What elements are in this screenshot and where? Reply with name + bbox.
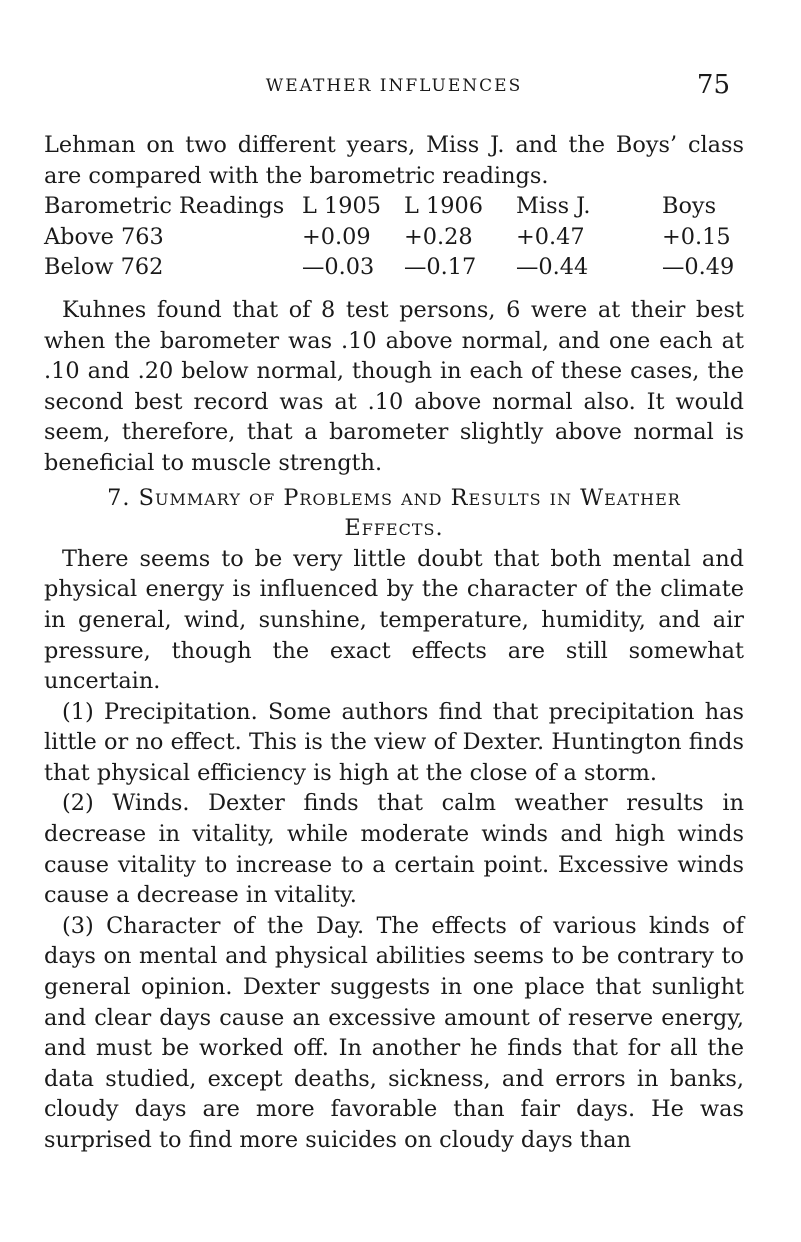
table-row: [44, 252, 741, 283]
column-header: L 1906: [404, 193, 483, 220]
body-text: [44, 130, 744, 1156]
paragraph-winds: (2) Winds. Dexter finds that calm weather results in decrease in vitality, while moderate winds and high winds cause vitality to increase to a certain point. Excessive winds cause a decrease in vitality.: [44, 790, 744, 909]
section-heading: [44, 483, 744, 544]
page-number: 75: [696, 70, 730, 100]
page: [44, 70, 744, 1156]
table-cell: —0.44: [516, 254, 589, 281]
paragraph-character-of-day: (3) Character of the Day. The effects of various kinds of days on mental and physical abilities seems to be contrary to general opinion. Dexter suggests in one place that sunlight and clear days cause an excessive amount of reserve energy, and must be worked off. In another he finds that for all the data studied, except deaths, sickness, and errors in banks, cloudy days are more favorable than fair days. He was surprised to find more suicides on cloudy days than: [44, 912, 744, 1153]
section-heading-line: Effects.: [344, 515, 444, 542]
section-heading-line: 7. Summary of Problems and Results in Weather: [107, 484, 681, 511]
column-header: Barometric Readings: [44, 193, 285, 220]
paragraph-summary: There seems to be very little doubt that both mental and physical energy is influenced by the character of the climate in general, wind, sunshine, temperature, humidity, and air pressure, though the exact effects are still somewhat uncertain.: [44, 545, 744, 695]
table-cell: —0.03: [302, 254, 375, 281]
table-cell: Below 762: [44, 254, 164, 281]
table-cell: +0.15: [662, 223, 731, 250]
running-title: WEATHER INFLUENCES: [265, 76, 523, 96]
table-cell: —0.17: [404, 254, 477, 281]
intro-paragraph: Lehman on two different years, Miss J. and the Boys’ class are compared with the barometric readings.: [44, 132, 744, 189]
table-cell: +0.47: [516, 223, 585, 250]
barometric-readings-table: [44, 191, 741, 283]
column-header: Miss J.: [516, 193, 591, 220]
table-row: [44, 222, 741, 253]
column-header: L 1905: [302, 193, 381, 220]
table-cell: Above 763: [44, 223, 164, 250]
column-header: Boys: [662, 193, 717, 220]
table-cell: +0.09: [302, 223, 371, 250]
table-cell: —0.49: [662, 254, 735, 281]
paragraph-precipitation: (1) Precipitation. Some authors find that precipitation has little or no effect. This is the view of Dexter. Huntington finds that physical efficiency is high at the close of a storm.: [44, 698, 744, 786]
paragraph-kuhnes: Kuhnes found that of 8 test persons, 6 were at their best when the barometer was .10 above normal, and one each at .10 and .20 below normal, though in each of these cases, the second best record was at .10 above normal also. It would seem, therefore, that a barometer slightly above normal is beneficial to muscle strength.: [44, 296, 744, 476]
table-header-row: [44, 191, 741, 222]
running-head: [44, 70, 744, 110]
table-cell: +0.28: [404, 223, 473, 250]
